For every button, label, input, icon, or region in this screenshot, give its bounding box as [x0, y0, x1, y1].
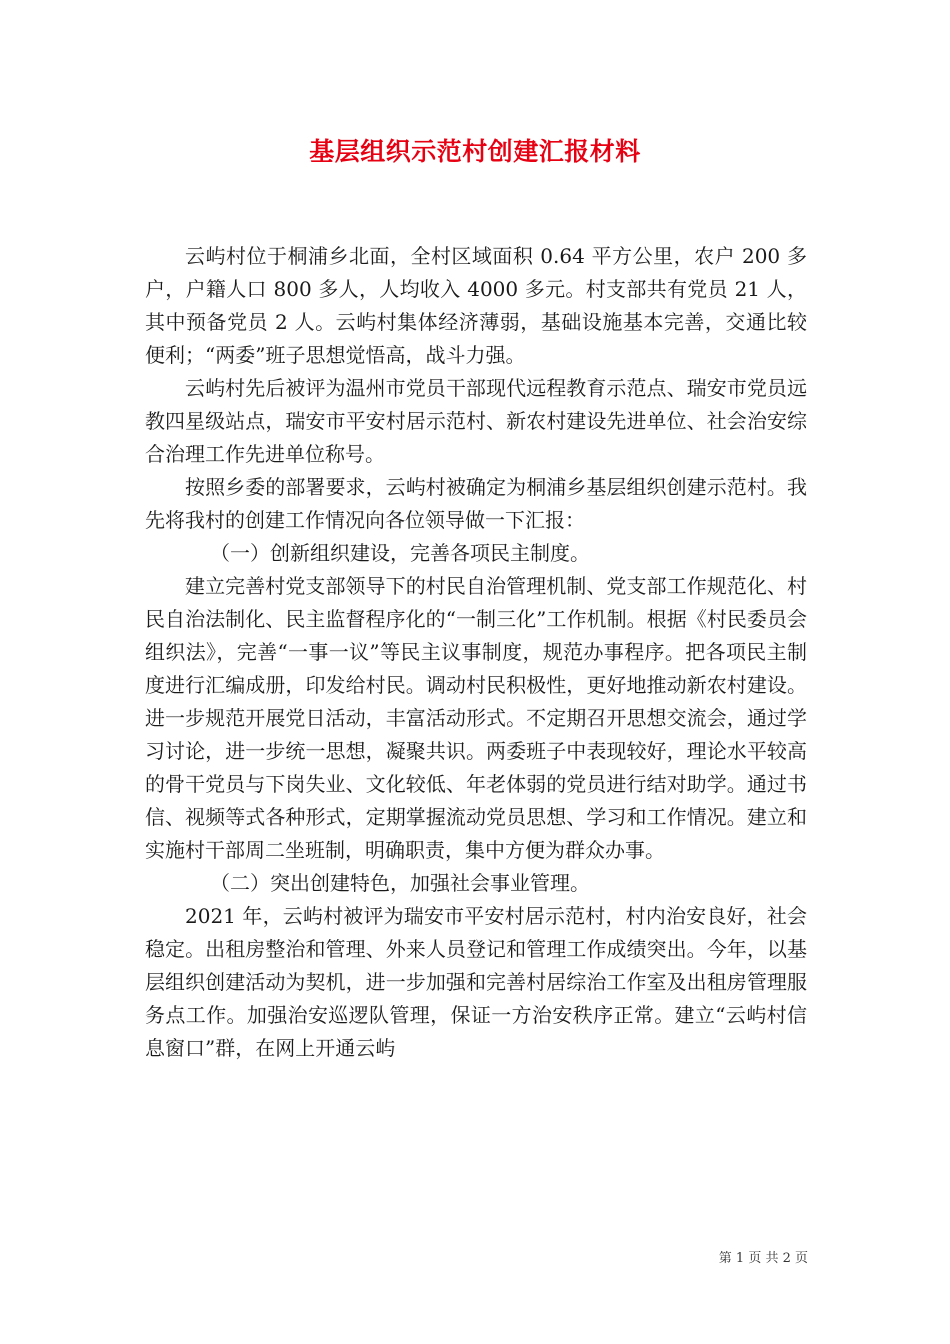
paragraph-honors: 云屿村先后被评为温州市党员干部现代远程教育示范点、瑞安市党员远教四星级站点，瑞安市平安村居示范村、新农村建设先进单位、社会治安综合治理工作先进单位称号。	[145, 376, 807, 466]
page-number: 第 1 页 共 2 页	[718, 1251, 808, 1266]
paragraph-social: 2021 年，云屿村被评为瑞安市平安村居示范村，村内治安良好，社会稳定。出租房整治和管理、外来人员登记和管理工作成绩突出。今年，以基层组织创建活动为契机，进一步加强和完善村居综治工作室及出租房管理服务点工作。加强治安巡逻队管理，保证一方治安秩序正常。建立“云屿村信息窗口”群，在网上开通云屿	[145, 904, 807, 1060]
section-heading-1: （一）创新组织建设，完善各项民主制度。	[210, 541, 590, 565]
paragraph-organization: 建立完善村党支部领导下的村民自治管理机制、党支部工作规范化、村民自治法制化、民主监督程序化的“一制三化”工作机制。根据《村民委员会组织法》，完善“一事一议”等民主议事制度，规范办事程序。把各项民主制度进行汇编成册，印发给村民。调动村民积极性，更好地推动新农村建设。进一步规范开展党日活动，丰富活动形式。不定期召开思想交流会，通过学习讨论，进一步统一思想，凝聚共识。两委班子中表现较好，理论水平较高的骨干党员与下岗失业、文化较低、年老体弱的党员进行结对助学。通过书信、视频等式各种形式，定期掌握流动党员思想、学习和工作情况。建立和实施村干部周二坐班制，明确职责，集中方便为群众办事。	[145, 574, 807, 862]
document-title: 基层组织示范村创建汇报材料	[309, 137, 641, 166]
paragraph-intro: 云屿村位于桐浦乡北面，全村区域面积 0.64 平方公里，农户 200 多户，户籍人口 800 多人，人均收入 4000 多元。村支部共有党员 21 人，其中预备党员 2 人。云屿村集体经济薄弱，基础设施基本完善，交通比较便利；“两委”班子思想觉悟高，战斗力强。	[145, 244, 807, 367]
section-heading-2: （二）突出创建特色，加强社会事业管理。	[210, 871, 590, 895]
paragraph-task: 按照乡委的部署要求，云屿村被确定为桐浦乡基层组织创建示范村。我先将我村的创建工作情况向各位领导做一下汇报：	[145, 475, 807, 532]
document-body	[145, 240, 807, 1065]
